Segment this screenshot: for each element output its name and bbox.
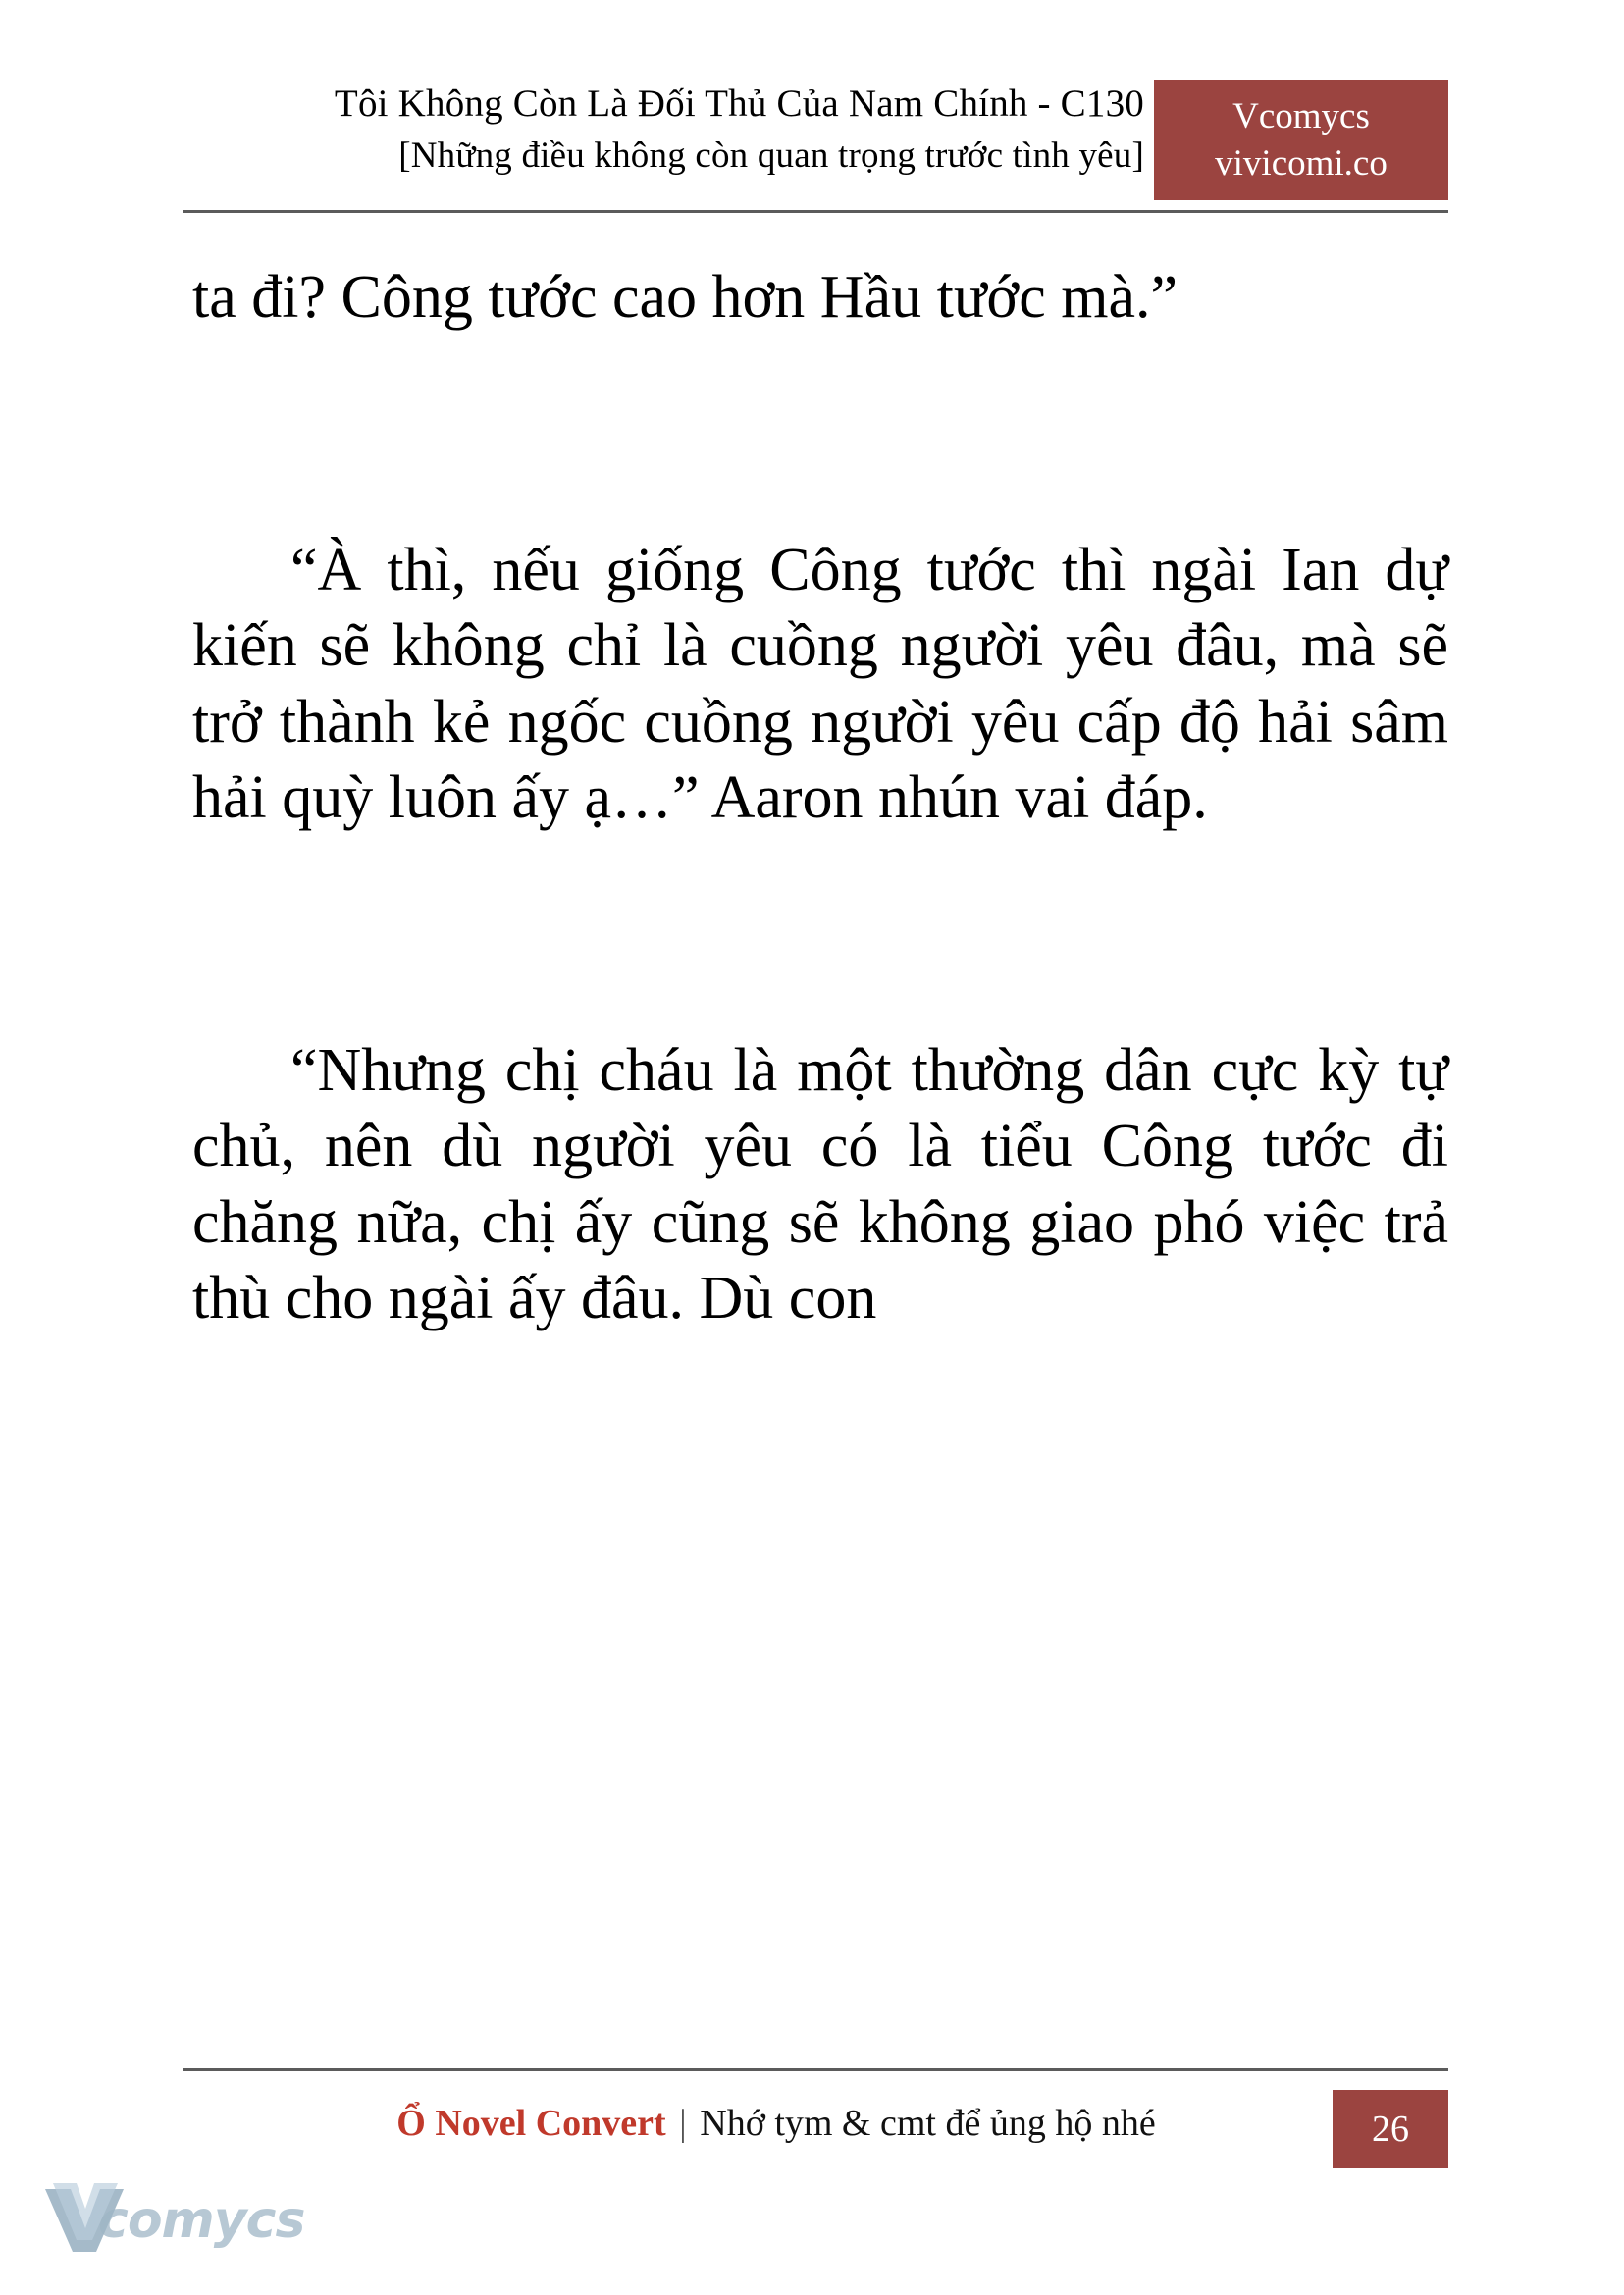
header-divider [183, 210, 1448, 213]
watermark-text: comycs [98, 2191, 305, 2250]
header-title-block [202, 77, 1144, 183]
footer-content [183, 2090, 1448, 2168]
page-footer [183, 2068, 1448, 2176]
watermark-logo [39, 2183, 305, 2260]
paragraph: “À thì, nếu giống Công tước thì ngài Ian dự kiến sẽ không chỉ là cuồng người yêu đâu, mà sẽ trở thành kẻ ngốc cuồng người yêu cấp độ hải sâm hải quỳ luôn ấy ạ…” Aaron nhún vai đáp. [192, 536, 1448, 831]
footer-separator: | [679, 2103, 687, 2144]
page-number-badge: 26 [1333, 2090, 1448, 2168]
header-badge-line2: vivicomi.co [1215, 143, 1388, 183]
header-title-line2: [Những điều không còn quan trọng trước tình yêu] [398, 135, 1144, 177]
footer-note: Nhớ tym & cmt để ủng hộ nhé [700, 2103, 1156, 2144]
page-content [192, 260, 1448, 1337]
footer-credit [183, 2102, 1370, 2145]
header-title-line1: Tôi Không Còn Là Đối Thủ Của Nam Chính - C130 [334, 82, 1144, 125]
footer-divider [183, 2068, 1448, 2071]
footer-brand: Ổ Novel Convert [396, 2103, 666, 2144]
paragraph: ta đi? Công tước cao hơn Hầu tước mà.” [192, 264, 1178, 331]
header-site-badge [1154, 80, 1448, 200]
header-badge-line1: Vcomycs [1232, 95, 1370, 136]
page-header [183, 71, 1448, 213]
paragraph: “Nhưng chị cháu là một thường dân cực kỳ tự chủ, nên dù người yêu có là tiểu Công tước đi chăng nữa, chị ấy cũng sẽ không giao phó việc trả thù cho ngài ấy đâu. Dù con [192, 1036, 1448, 1331]
